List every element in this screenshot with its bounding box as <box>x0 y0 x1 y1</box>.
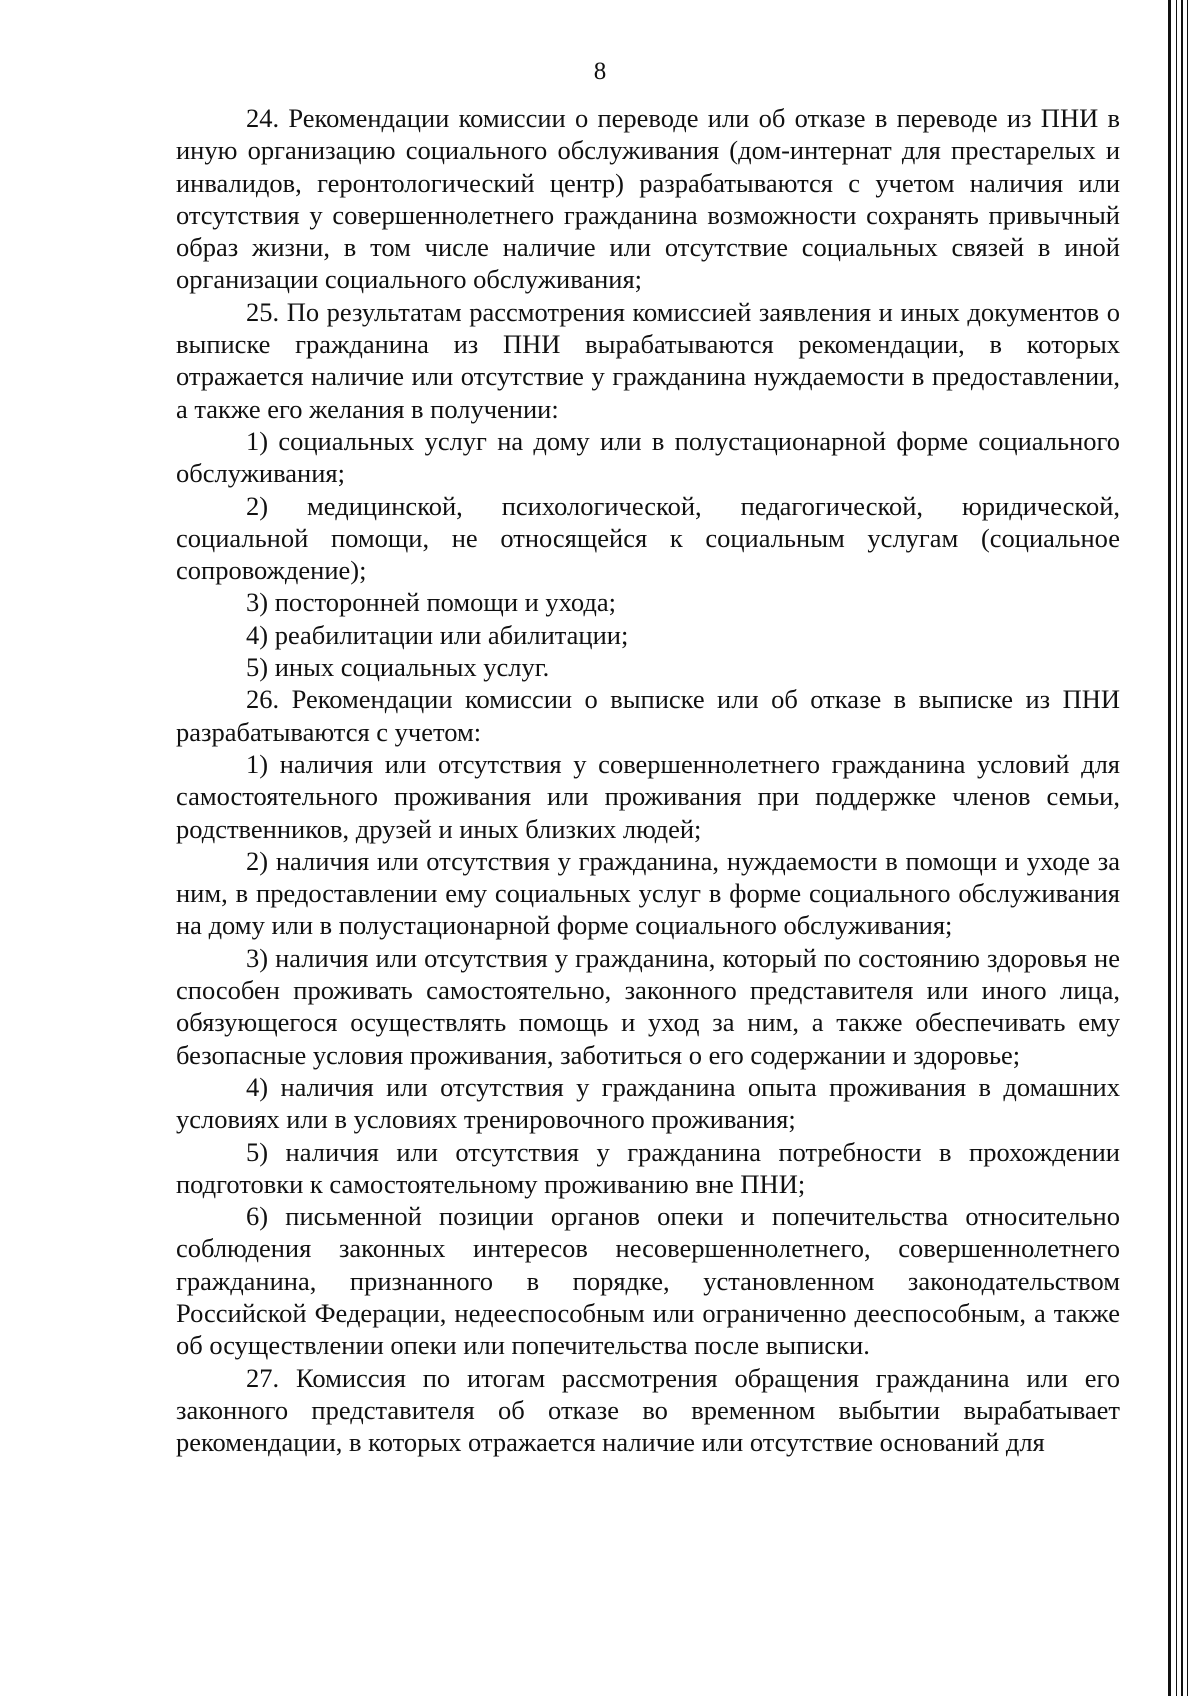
list-item-26-3: 3) наличия или отсутствия у гражданина, который по состоянию здоровья не способен проживать самостоятельно, законного представителя или иного лица, обязующегося осуществлять помощь и уход за ним, а также обеспечивать ему безопасные условия проживания, заботиться о его содержании и здоровье; <box>176 942 1120 1070</box>
document-body <box>176 102 1120 1458</box>
list-item-25-1: 1) социальных услуг на дому или в полустационарной форме социального обслуживания; <box>176 425 1120 489</box>
paragraph-27: 27. Комиссия по итогам рассмотрения обращения гражданина или его законного представителя об отказе во временном выбытии вырабатывает рекомендации, в которых отражается наличие или отсутствие оснований для <box>176 1362 1120 1458</box>
list-item-26-1: 1) наличия или отсутствия у совершеннолетнего гражданина условий для самостоятельного проживания или проживания при поддержке членов семьи, родственников, друзей и иных близких людей; <box>176 748 1120 844</box>
scan-edge-lines <box>1166 0 1192 1696</box>
list-item-25-4: 4) реабилитации или абилитации; <box>246 619 629 650</box>
list-item-26-2: 2) наличия или отсутствия у гражданина, нуждаемости в помощи и уходе за ним, в предоставлении ему социальных услуг в форме социального обслуживания на дому или в полустационарной форме социального обслуживания; <box>176 845 1120 941</box>
paragraph-24: 24. Рекомендации комиссии о переводе или об отказе в переводе из ПНИ в иную организацию социального обслуживания (дом-интернат для престарелых и инвалидов, геронтологический центр) разрабатываются с учетом наличия или отсутствия у совершеннолетнего гражданина возможности сохранять привычный образ жизни, в том числе наличие или отсутствие социальных связей в иной организации социального обслуживания; <box>176 103 1120 295</box>
paragraph-26: 26. Рекомендации комиссии о выписке или об отказе в выписке из ПНИ разрабатываются с учетом: <box>176 684 1120 747</box>
list-item-26-5: 5) наличия или отсутствия у гражданина потребности в прохождении подготовки к самостоятельному проживанию вне ПНИ; <box>176 1136 1120 1199</box>
list-item-26-6: 6) письменной позиции органов опеки и попечительства относительно соблюдения законных интересов несовершеннолетнего, совершеннолетнего гражданина, признанного в порядке, установленном законодательством Российской Федерации, недееспособным или ограниченно дееспособным, а также об осуществлении опеки или попечительства после выписки. <box>176 1201 1120 1361</box>
list-item-25-5: 5) иных социальных услуг. <box>246 652 550 683</box>
list-item-25-2: 2) медицинской, психологической, педагогической, юридической, социальной помощи, не относящейся к социальным услугам (социальное сопровождение); <box>176 490 1120 586</box>
paragraph-25: 25. По результатам рассмотрения комиссией заявления и иных документов о выписке гражданина из ПНИ вырабатываются рекомендации, в которых отражается наличие или отсутствие у гражданина нуждаемости в предоставлении, а также его желания в получении: <box>176 296 1120 424</box>
list-item-25-3: 3) посторонней помощи и ухода; <box>246 587 617 618</box>
list-item-26-4: 4) наличия или отсутствия у гражданина опыта проживания в домашних условиях или в условиях тренировочного проживания; <box>176 1071 1120 1135</box>
page-number: 8 <box>593 58 607 85</box>
